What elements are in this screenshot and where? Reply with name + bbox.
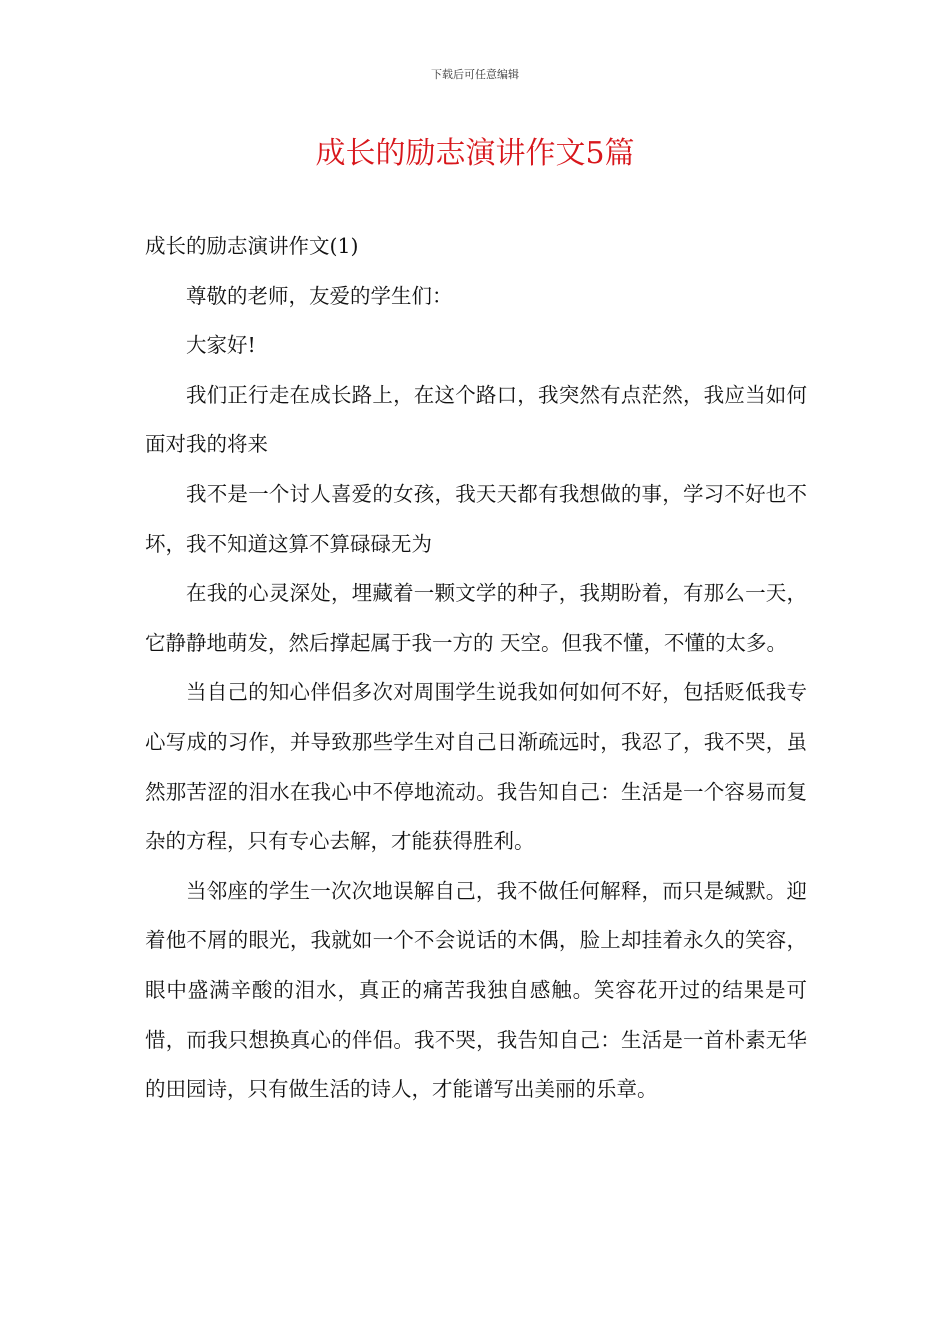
paragraph: 当邻座的学生一次次地误解自己，我不做任何解释，而只是缄默。迎着他不屑的眼光，我就如一个不会说话的木偶，脸上却挂着永久的笑容，眼中盛满辛酸的泪水，真正的痛苦我独自感触。笑容花开过的结果是可惜，而我只想换真心的伴侣。我不哭，我告知自己：生活是一首朴素无华的田园诗，只有做生活的诗人，才能谱写出美丽的乐章。 xyxy=(145,878,807,1102)
paragraph: 在我的心灵深处，埋藏着一颗文学的种子，我期盼着，有那么一天，它静静地萌发，然后撑起属于我一方的 天空。但我不懂，不懂的太多。 xyxy=(145,581,807,655)
paragraph: 我们正行走在成长路上，在这个路口，我突然有点茫然，我应当如何面对我的将来 xyxy=(145,382,807,457)
header-note: 下载后可任意编辑 xyxy=(431,68,519,81)
paragraph: 当自己的知心伴侣多次对周围学生说我如何如何不好，包括贬低我专心写成的习作，并导致那些学生对自己日渐疏远时，我忍了，我不哭，虽然那苦涩的泪水在我心中不停地流动。我告知自己：生活是一个容易而复杂的方程，只有专心去解，才能获得胜利。 xyxy=(145,680,807,854)
document-title: 成长的励志演讲作文5篇 xyxy=(315,136,635,171)
paragraph: 我不是一个讨人喜爱的女孩，我天天都有我想做的事，学习不好也不坏，我不知道这算不算碌碌无为 xyxy=(145,481,807,556)
document-body xyxy=(145,222,807,1115)
section-heading: 成长的励志演讲作文(1) xyxy=(145,234,359,258)
paragraph-salutation: 尊敬的老师，友爱的学生们： xyxy=(186,283,453,308)
paragraph-greeting: 大家好! xyxy=(186,333,256,358)
